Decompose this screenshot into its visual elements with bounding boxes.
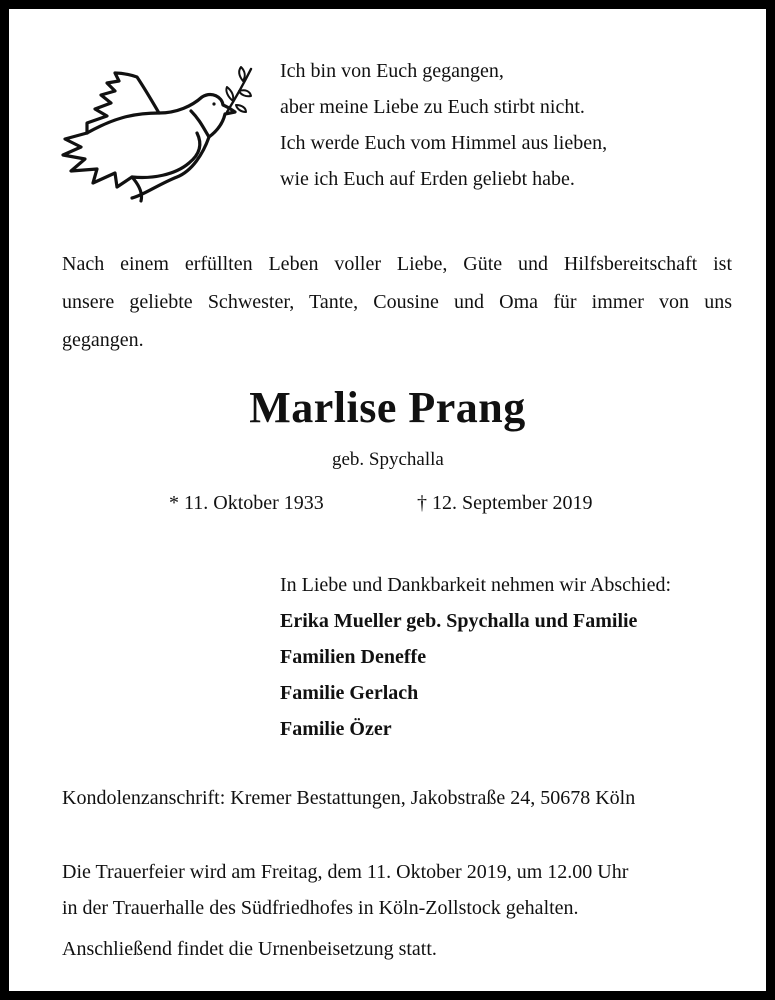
intro-line: unsere geliebte Schwester, Tante, Cousine und Oma für immer von uns xyxy=(62,291,732,313)
intro-line: gegangen. xyxy=(62,329,144,351)
poem xyxy=(280,53,607,197)
family-member: Familie Özer xyxy=(280,718,392,740)
poem-line: aber meine Liebe zu Euch stirbt nicht. xyxy=(280,96,585,118)
poem-line: Ich werde Euch vom Himmel aus lieben, xyxy=(280,132,608,154)
family-intro: In Liebe und Dankbarkeit nehmen wir Abschied: xyxy=(280,574,671,596)
ceremony-line: Die Trauerfeier wird am Freitag, dem 11. Oktober 2019, um 12.00 Uhr xyxy=(62,861,629,883)
birth-date: * 11. Oktober 1933 xyxy=(169,492,324,514)
deceased-name: Marlise Prang xyxy=(249,383,526,432)
dove-icon xyxy=(57,61,257,203)
ceremony-info xyxy=(62,854,628,926)
maiden-name: geb. Spychalla xyxy=(332,449,444,470)
family-member: Familie Gerlach xyxy=(280,682,419,704)
family-member: Erika Mueller geb. Spychalla und Familie xyxy=(280,610,638,632)
family-member: Familien Deneffe xyxy=(280,646,427,668)
poem-line: wie ich Euch auf Erden geliebt habe. xyxy=(280,168,575,190)
closing-note: Anschließend findet die Urnenbeisetzung statt. xyxy=(62,938,437,960)
death-date: † 12. September 2019 xyxy=(417,492,593,514)
intro-paragraph xyxy=(62,245,732,359)
intro-line: Nach einem erfüllten Leben voller Liebe, Güte und Hilfsbereitschaft ist xyxy=(62,253,732,275)
family-block xyxy=(280,567,671,747)
ceremony-line: in der Trauerhalle des Südfriedhofes in Köln-Zollstock gehalten. xyxy=(62,897,579,919)
condolence-address: Kondolenzanschrift: Kremer Bestattungen, Jakobstraße 24, 50678 Köln xyxy=(62,787,636,809)
poem-line: Ich bin von Euch gegangen, xyxy=(280,60,504,82)
